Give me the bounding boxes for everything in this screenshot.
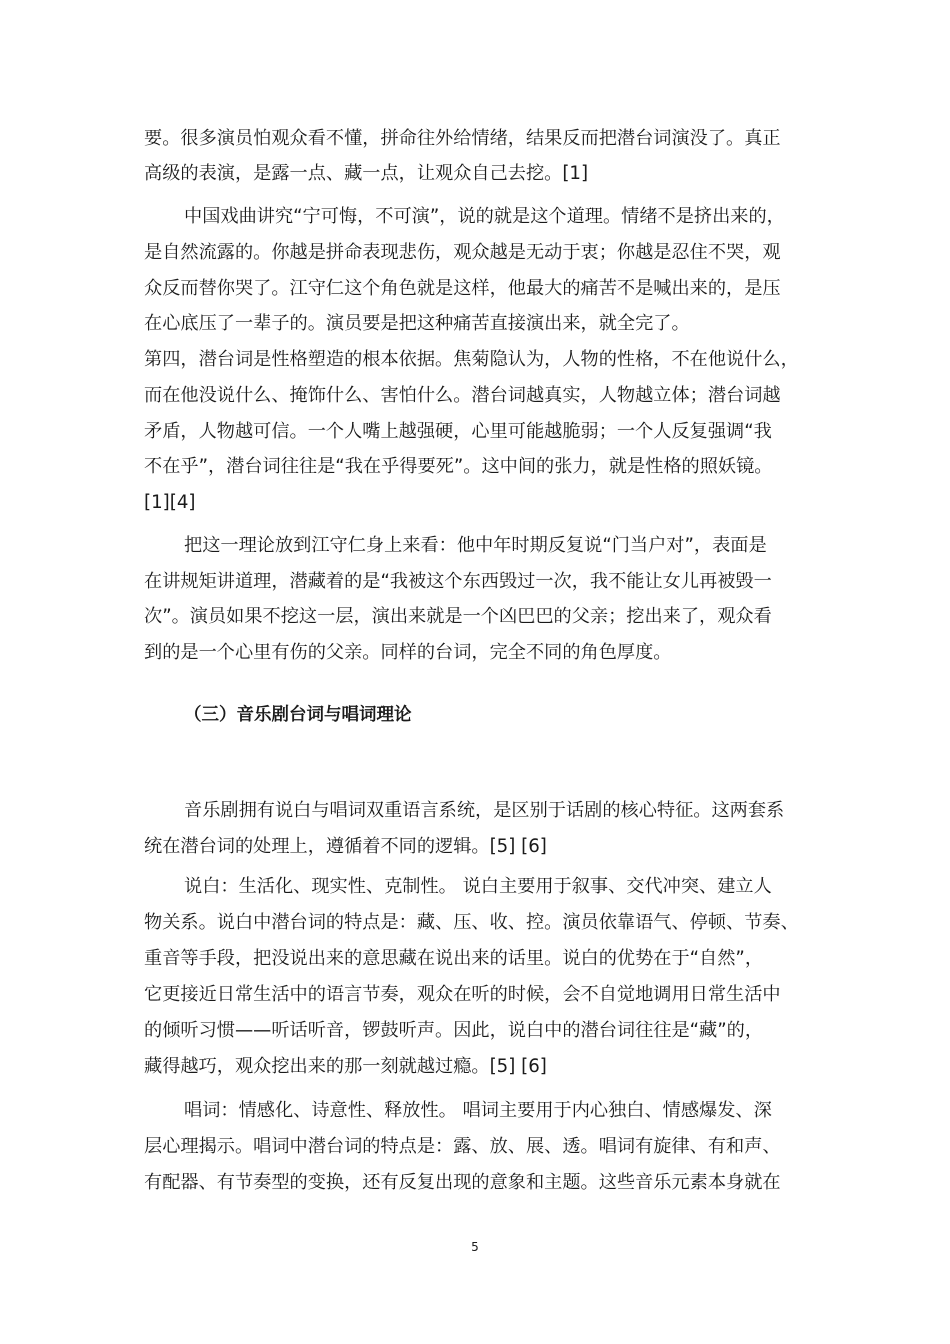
text-line: 藏得越巧，观众挖出来的那一刻就越过瘾。[5] [6]	[144, 1056, 547, 1077]
page-number: 5	[471, 1240, 479, 1254]
paragraph-first-line: 中国戏曲讲究“宁可悔，不可演”，说的就是这个道理。情绪不是挤出来的，	[184, 206, 785, 227]
text-line: 统在潜台词的处理上，遵循着不同的逻辑。[5] [6]	[144, 836, 547, 857]
paragraph-first-line: 把这一理论放到江守仁身上来看：他中年时期反复说“门当户对”，表面是	[184, 535, 767, 556]
text-line: 有配器、有节奏型的变换，还有反复出现的意象和主题。这些音乐元素本身就在	[144, 1172, 781, 1193]
text-line: 是自然流露的。你越是拼命表现悲伤，观众越是无动于衷；你越是忍住不哭，观	[144, 242, 781, 263]
paragraph-first-line: 第四，潜台词是性格塑造的根本依据。焦菊隐认为，人物的性格，不在他说什么，	[144, 349, 799, 370]
text-line: 要。很多演员怕观众看不懂，拼命往外给情绪，结果反而把潜台词演没了。真正	[144, 128, 781, 149]
citation-line: [1][4]	[144, 492, 196, 513]
text-line: 高级的表演，是露一点、藏一点，让观众自己去挖。[1]	[144, 163, 589, 184]
text-line: 的倾听习惯——听话听音，锣鼓听声。因此，说白中的潜台词往往是“藏”的，	[144, 1020, 764, 1041]
text-line: 重音等手段，把没说出来的意思藏在说出来的话里。说白的优势在于“自然”，	[144, 948, 764, 969]
text-line: 它更接近日常生活中的语言节奏，观众在听的时候，会不自觉地调用日常生活中	[144, 984, 781, 1005]
paragraph-first-line: 音乐剧拥有说白与唱词双重语言系统，是区别于话剧的核心特征。这两套系	[184, 800, 785, 821]
text-line: 不在乎”，潜台词往往是“我在乎得要死”。这中间的张力，就是性格的照妖镜。	[144, 456, 773, 477]
paragraph-first-line: 唱词：情感化、诗意性、释放性。 唱词主要用于内心独白、情感爆发、深	[184, 1100, 772, 1121]
text-line: 层心理揭示。唱词中潜台词的特点是：露、放、展、透。唱词有旋律、有和声、	[144, 1136, 781, 1157]
text-line: 在心底压了一辈子的。演员要是把这种痛苦直接演出来，就全完了。	[144, 313, 690, 334]
text-line: 而在他没说什么、掩饰什么、害怕什么。潜台词越真实，人物越立体；潜台词越	[144, 385, 781, 406]
text-line: 到的是一个心里有伤的父亲。同样的台词，完全不同的角色厚度。	[144, 642, 672, 663]
text-line: 次”。演员如果不挖这一层，演出来就是一个凶巴巴的父亲；挖出来了，观众看	[144, 606, 772, 627]
paragraph-first-line: 说白：生活化、现实性、克制性。 说白主要用于叙事、交代冲突、建立人	[184, 876, 772, 897]
text-line: 众反而替你哭了。江守仁这个角色就是这样，他最大的痛苦不是喊出来的，是压	[144, 278, 781, 299]
text-line: 在讲规矩讲道理，潜藏着的是“我被这个东西毁过一次，我不能让女儿再被毁一	[144, 571, 772, 592]
text-line: 矛盾，人物越可信。一个人嘴上越强硬，心里可能越脆弱；一个人反复强调“我	[144, 421, 772, 442]
section-heading: （三）音乐剧台词与唱词理论	[184, 705, 412, 725]
text-line: 物关系。说白中潜台词的特点是：藏、压、收、控。演员依靠语气、停顿、节奏、	[144, 912, 799, 933]
